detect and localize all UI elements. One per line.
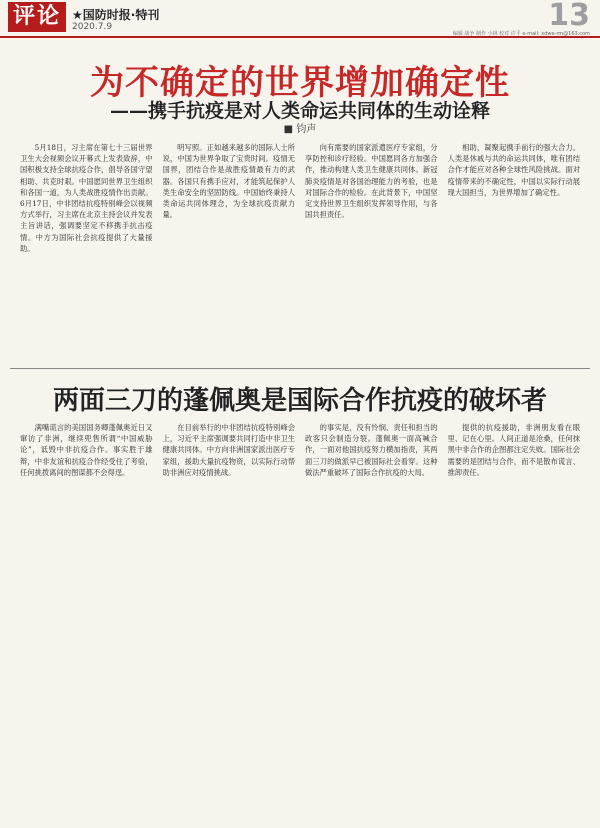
article1-subheadline: ——携手抗疫是对人类命运共同体的生动诠释 xyxy=(109,100,490,122)
article2-column xyxy=(20,422,153,818)
section-title: 评论 xyxy=(8,2,66,32)
editor-line: 编辑 战争 制作 小林 校对 许平 e-mail: xdwe-rm@163.com xyxy=(452,31,590,37)
article2-column xyxy=(163,422,296,818)
article1-paragraph: 明写照。正如越来越多的国际人士所说，中国为世界争取了宝贵时间。疫情无国界，团结合作是战胜疫情最有力的武器。各国只有携手应对，才能筑起保护人类生命安全的坚固防线。中国始终秉持人类命运共同体理念，为全球抗疫贡献力量。 xyxy=(162,143,295,220)
article1-paragraph: 相助，凝聚起携手前行的强大合力。人类是休戚与共的命运共同体，唯有团结合作才能应对各种全球性风险挑战。面对疫情带来的不确定性，中国以实际行动展现大国担当，为世界增加了确定性。 xyxy=(447,143,580,197)
article2-headline: 两面三刀的蓬佩奥是国际合作抗疫的破坏者 xyxy=(52,386,547,416)
article1-body xyxy=(20,142,580,360)
article1-paragraph: 向有需要的国家派遣医疗专家组，分享防控和诊疗经验。中国愿同各方加强合作，推动构建人类卫生健康共同体。新冠肺炎疫情是对各国治理能力的考验，也是对国际合作的检验。在此背景下，中国坚定支持世界卫生组织发挥领导作用，与各国共担责任。 xyxy=(305,143,438,220)
article2-column xyxy=(305,422,438,818)
article2-body xyxy=(20,422,580,818)
article1-column xyxy=(20,142,153,360)
paper-name: ★国防时报·特刊 xyxy=(72,8,160,22)
masthead xyxy=(0,0,600,38)
article1-column xyxy=(305,142,438,360)
article2-paragraph: 在目前举行的中非团结抗疫特别峰会上，习近平主席强调要共同打造中非卫生健康共同体。中方向非洲国家派出医疗专家组，援助大量抗疫物资，以实际行动帮助非洲应对疫情挑战。 xyxy=(162,423,295,477)
article1-column xyxy=(163,142,296,360)
article2-paragraph: 满嘴谎言的美国国务卿蓬佩奥近日又窜访了非洲，继续兜售所谓“中国威胁论”，诋毁中非抗疫合作。事实胜于雄辩，中非友谊和抗疫合作经受住了考验，任何挑拨离间的图谋都不会得逞。 xyxy=(20,423,153,477)
article1-column xyxy=(448,142,581,360)
issue-date: 2020.7.9 xyxy=(72,22,113,32)
article2-column xyxy=(448,422,581,818)
article2-paragraph: 提供的抗疫援助，非洲朋友看在眼里、记在心里。人间正道是沧桑，任何抹黑中非合作的企图都注定失败。国际社会需要的是团结与合作，而不是散布谎言、推卸责任。 xyxy=(447,423,580,477)
article2-paragraph: 的事实是，没有怜悯、责任和担当的政客只会制造分裂。蓬佩奥一面高喊合作，一面对他国抗疫努力横加指责，其两面三刀的做派早已被国际社会看穿。这种做法严重破坏了国际合作抗疫的大局。 xyxy=(305,423,438,477)
page-number: 13 xyxy=(548,0,590,33)
section-divider xyxy=(10,368,590,369)
article1-byline: ■ 钧声 xyxy=(283,124,317,135)
article1-paragraph: 5月18日，习主席在第七十三届世界卫生大会视频会议开幕式上发表致辞，中国积极支持全球抗疫合作，倡导各国守望相助、共克时艰。中国愿同世界卫生组织和各国一道，为人类战胜疫情作出贡献。6月17日，中非团结抗疫特别峰会以视频方式举行，习主席在北京主持会议并发表主旨讲话，强调要坚定不移携手抗击疫情。中方为国际社会抗疫提供了大量援助。 xyxy=(20,143,153,253)
article1-headline: 为不确定的世界增加确定性 xyxy=(90,63,510,103)
